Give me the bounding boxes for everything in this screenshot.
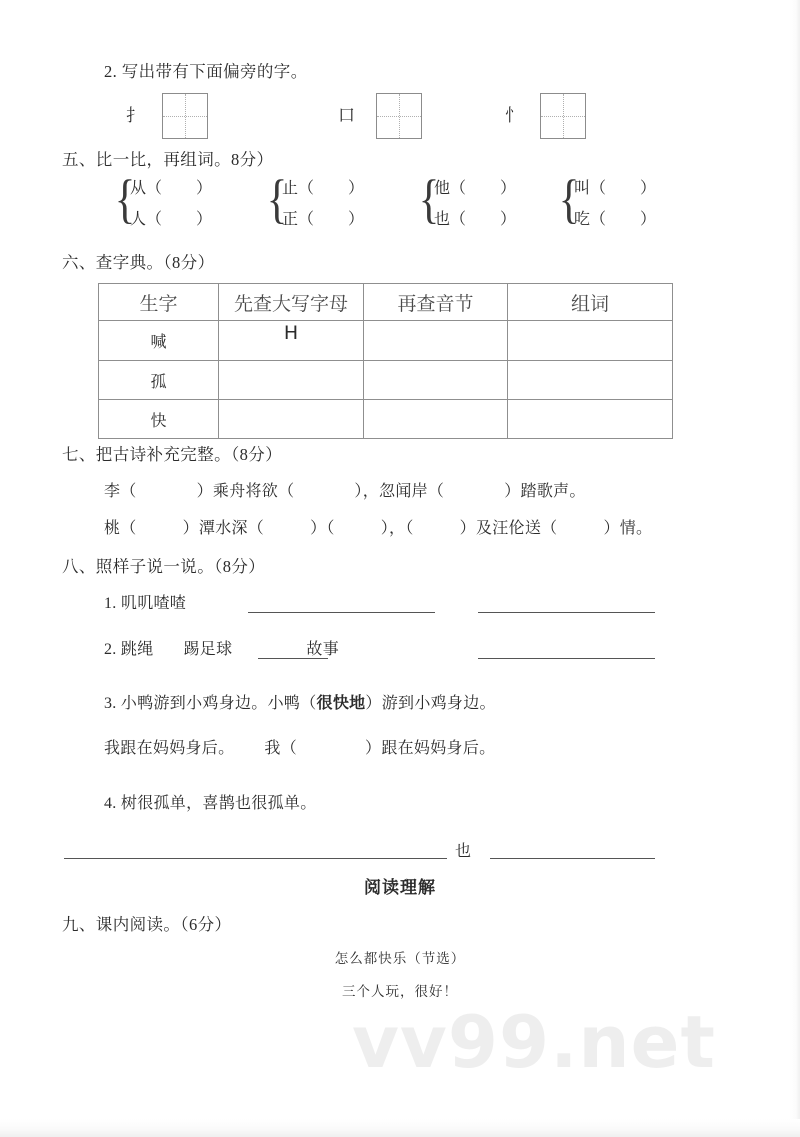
cell-character: 孤 [99, 361, 219, 400]
brace-icon: { [114, 169, 136, 229]
section-eight-heading: 八、照样子说一说。（8分） [62, 557, 266, 576]
section-six-heading: 六、查字典。（8分） [62, 253, 215, 272]
cell-word[interactable] [508, 361, 673, 400]
compare-paren-close: ） [640, 180, 657, 197]
cell-word[interactable] [508, 400, 673, 439]
poem-seg: ），忽闻岸（ [354, 483, 445, 500]
poem-seg: ）乘舟将欲（ [196, 483, 295, 500]
compare-char: 正（ [282, 211, 315, 228]
passage-title: 怎么都快乐（节选） [334, 951, 466, 966]
compare-row-top[interactable] [434, 178, 516, 209]
cell-character: 喊 [99, 321, 219, 361]
poem-seg: ）（ [310, 520, 335, 537]
tian-zi-ge-box-1[interactable] [162, 93, 208, 139]
compare-char: 人（ [130, 211, 163, 228]
site-watermark: vv99.net [352, 1000, 716, 1084]
radical-heart: 忄 [505, 106, 522, 125]
pattern-seg: 我跟在妈妈身后。 [104, 740, 235, 757]
compare-paren-close: ） [196, 180, 213, 197]
pattern-item-3-line1 [104, 690, 496, 713]
compare-row-bottom[interactable] [434, 209, 516, 240]
tian-zi-ge-box-3[interactable] [540, 93, 586, 139]
pattern-seg: 3. 小鸭游到小鸡身边。小鸭（ [104, 695, 317, 712]
poem-seg: 桃（ [104, 520, 137, 537]
poem-seg: ），（ [380, 520, 414, 537]
compare-char: 他（ [434, 180, 467, 197]
table-header-cell: 生字 [99, 284, 219, 321]
pattern-item-1: 1. 叽叽喳喳 [104, 595, 187, 612]
table-row [99, 361, 673, 400]
cell-syllable[interactable] [364, 361, 508, 400]
pattern-item-3-line2[interactable] [104, 735, 495, 758]
table-header-row [99, 284, 673, 321]
pattern-seg: 2. 跳绳 [104, 641, 154, 658]
table-header-cell: 再查音节 [364, 284, 508, 321]
poem-seg: ）潭水深（ [182, 520, 265, 537]
answer-blank-2a[interactable] [258, 658, 328, 659]
pattern-seg: ）游到小鸡身边。 [365, 695, 496, 712]
compare-char: 吃（ [574, 211, 607, 228]
cell-letter[interactable]: H [219, 321, 364, 361]
compare-row-bottom[interactable] [282, 209, 364, 240]
radicals-heading: 2. 写出带有下面偏旁的字。 [104, 62, 308, 81]
brace-icon: { [558, 169, 580, 229]
brace-icon: { [418, 169, 440, 229]
compare-paren-close: ） [348, 180, 365, 197]
section-seven-heading: 七、把古诗补充完整。（8分） [62, 445, 283, 464]
compare-row-bottom[interactable] [130, 209, 212, 240]
pattern-seg: 我（ [264, 740, 298, 757]
compare-paren-close: ） [500, 211, 517, 228]
table-header-cell: 组词 [508, 284, 673, 321]
pattern-emphasis: 很快地 [316, 695, 366, 712]
pattern-connector: 也 [455, 843, 472, 860]
poem-seg: ）踏歌声。 [504, 483, 586, 500]
answer-blank-2b[interactable] [478, 658, 655, 659]
section-five-heading: 五、比一比，再组词。8分） [62, 150, 274, 169]
pattern-seg: 踢足球 [183, 641, 233, 658]
table-row [99, 321, 673, 361]
table-row [99, 400, 673, 439]
cell-character: 快 [99, 400, 219, 439]
section-nine-heading: 九、课内阅读。（6分） [62, 915, 232, 934]
pattern-item-4: 4. 树很孤单，喜鹊也很孤单。 [104, 795, 317, 812]
pattern-seg: 故事 [306, 641, 340, 658]
pattern-seg: ）跟在妈妈身后。 [365, 740, 496, 757]
tian-zi-ge-box-2[interactable] [376, 93, 422, 139]
compare-char: 从（ [130, 180, 163, 197]
cell-word[interactable] [508, 321, 673, 361]
answer-blank-1b[interactable] [478, 612, 655, 613]
dictionary-table [98, 283, 673, 439]
passage-line-1: 三个人玩，很好！ [342, 984, 458, 999]
compare-char: 也（ [434, 211, 467, 228]
poem-seg: ）情。 [603, 520, 653, 537]
radical-mouth: 口 [338, 106, 355, 125]
table-header-cell: 先查大写字母 [219, 284, 364, 321]
compare-row-bottom[interactable] [574, 209, 656, 240]
cell-letter[interactable] [219, 400, 364, 439]
compare-paren-close: ） [640, 211, 657, 228]
reading-section-banner: 阅读理解 [364, 878, 436, 897]
compare-char: 止（ [282, 180, 315, 197]
cell-syllable[interactable] [364, 400, 508, 439]
compare-paren-close: ） [500, 180, 517, 197]
answer-blank-4b[interactable] [490, 858, 655, 859]
radical-hand: 扌 [126, 106, 143, 125]
poem-seg: 李（ [104, 483, 137, 500]
cell-syllable[interactable] [364, 321, 508, 361]
poem-line-1[interactable] [104, 478, 586, 501]
compare-row-top[interactable] [574, 178, 656, 209]
brace-icon: { [266, 169, 288, 229]
poem-seg: ）及汪伦送（ [459, 520, 558, 537]
compare-char: 叫（ [574, 180, 607, 197]
compare-row-top[interactable] [130, 178, 212, 209]
answer-blank-1a[interactable] [248, 612, 435, 613]
compare-paren-close: ） [348, 211, 365, 228]
pattern-item-2 [104, 636, 339, 659]
cell-letter[interactable] [219, 361, 364, 400]
answer-blank-4a[interactable] [64, 858, 447, 859]
page-edge-bottom [0, 1119, 800, 1137]
compare-row-top[interactable] [282, 178, 364, 209]
poem-line-2[interactable] [104, 515, 652, 538]
compare-paren-close: ） [196, 211, 213, 228]
